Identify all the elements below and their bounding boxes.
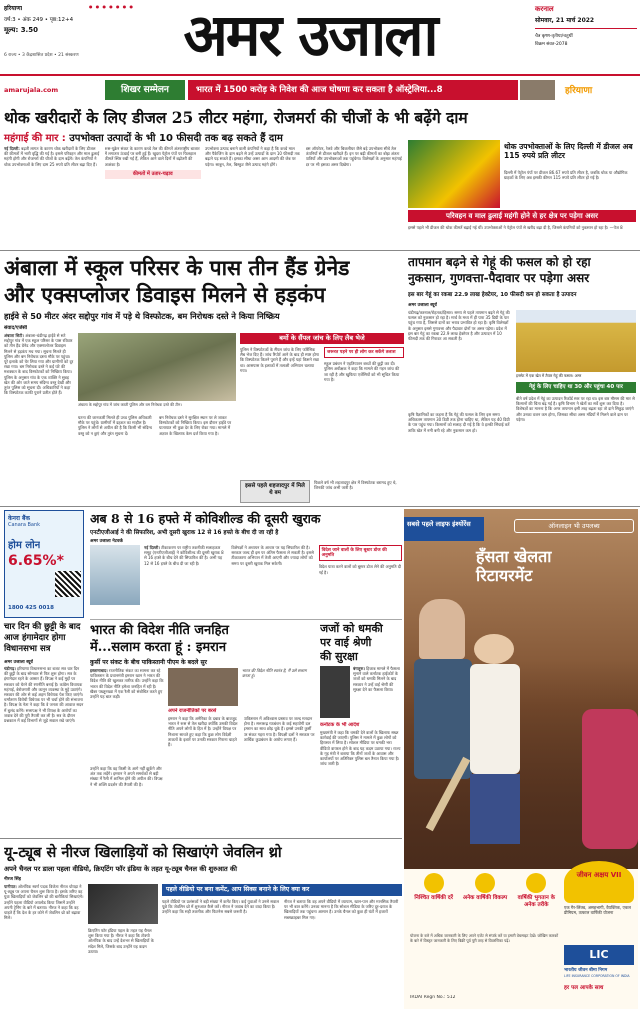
wheat-headline-1: तापमान बढ़ने से गेहूं की फसल को हो रहा <box>408 255 591 269</box>
fuel-label: महंगाई की मार : <box>4 133 66 144</box>
lead-quote-row: इससे पहले शहजादपुर में मिले थे बम पिछले वर्ष भी शहजादपुर क्षेत्र में विस्फोटक बरामद हुए थे, जिनकी जांच अभी जारी है। <box>240 480 404 503</box>
imran-dateline: इस्लामाबाद। <box>90 668 108 673</box>
wheat-body-2: कृषि वैज्ञानिकों का कहना है कि गेहूं की फसल के लिए इस समय अधिकतम तापमान 30 डिग्री तक होना चाहिए था, लेकिन यह 40 डिग्री के पार पहुंच गया। किसानों को सलाह दी गई है कि वे हल्की सिंचाई करें ताकि खेत में नमी बनी रहे और नुकसान कम हो। <box>408 412 510 433</box>
imran-subhead: कुर्सी पर संकट के बीच पाकिस्तानी पीएम के बदले सुर <box>90 659 207 666</box>
price: 3.50 <box>20 26 38 34</box>
javelin-box: पहले वीडियो पर बना कमेंट, आप सिक्स बनाने के लिए क्या कर <box>162 884 402 896</box>
divider-1 <box>0 250 640 251</box>
fuel-box: थोक उपभोक्ताओं के लिए दिल्ली में डीजल अब 115 रुपये प्रति लीटर दिल्ली में पेट्रोल पंपों पर डीजल 86.67 रुपये प्रति लीटर है, जबकि थोक या औद्योगिक ग्राहकों के लिए अब इसकी कीमत 115 रुपये प्रति लीटर हो गई है। परिवहन व माल ढुलाई महंगी होने से हर क्षेत्र पर पड़ेगा असर इससे पहले भी डीजल की थोक कीमतें बढ़ाई गई थीं। उपभोक्ताओं ने पेट्रोल पंपों से खरीद बढ़ा दी है, जिससे कंपनियों को नुकसान हो रहा है। —पेज 8 <box>408 140 636 246</box>
lic-tagline-1: हँसता खेलता <box>476 547 552 566</box>
threat-body-1: बंगलूरू। हिजाब मामले में फैसला सुनाने वाले कर्नाटक हाईकोर्ट के जजों को धमकी मिलने के बाद सरकार ने उन्हें वाई श्रेणी की सुरक्षा देने का फैसला किया। <box>353 666 400 692</box>
imran-body-3: उन्होंने कहा कि वह किसी के आगे नहीं झुकेंगे और अंत तक लड़ेंगे। इमरान ने अपने समर्थकों से बड़ी संख्या में रैली में शामिल होने की अपील की। विपक्ष ने भी शक्ति प्रदर्शन की तैयारी की है। <box>90 766 163 787</box>
wheat-caption: गेहूं के लिए चाहिए था 30 और पहुंचा 40 पार <box>516 382 636 393</box>
covishield-subhead: एनटीएजीआई ने की सिफारिश, अभी दूसरी खुराक 12 से 16 हफ्ते के बीच दी जा रही है <box>90 530 279 536</box>
lead-inset-box: जरूरत पड़ने पर ही लोग कर सकेंगे तलाश <box>324 347 404 358</box>
region-tag: हरियाणा <box>565 86 593 96</box>
javelin-dateline: पानीपत। <box>4 884 17 889</box>
lead-dateline: अंबाला सिटी। <box>4 333 24 338</box>
covishield-box: विदेश जाने वालों के लिए बूस्टर डोज की अनुमति <box>319 545 402 561</box>
imran-headline[interactable] <box>90 622 315 656</box>
bank-product: होम लोन <box>8 540 41 551</box>
panchang: चैत्र कृष्ण-तृतीया/चतुर्थी <box>535 34 573 39</box>
date: सोमवार, 21 मार्च 2022 <box>535 17 595 24</box>
fuel-box-title: थोक उपभोक्ताओं के लिए दिल्ली में डीजल अब 115 रुपये प्रति लीटर <box>504 142 633 160</box>
fuel-inset: कीमतों में उतार-चढ़ाव <box>105 170 202 179</box>
lead-headline[interactable] <box>4 254 404 308</box>
assembly-bureau: अमर उजाला ब्यूरो <box>4 660 34 665</box>
wheat-body-1: चंडीगढ़/करनाल/रोहतक/हिसार। समय से पहले तापमान बढ़ने से गेहूं की फसल को नुकसान हो रहा है। मार्च के मध्य में ही पारा 35 डिग्री के पार पहुंच गया है, जिससे दानों का भराव प्रभावित हो रहा है। कृषि विशेषज्ञों के अनुसार इससे गुणवत्ता और पैदावार दोनों पर असर पड़ेगा। प्रदेश में इस बार गेहूं का रकबा 22.9 लाख हेक्टेयर है और उत्पादन में 10 फीसदी तक की गिरावट आ सकती है। <box>408 310 510 342</box>
fuel-headline[interactable]: थोक खरीदारों के लिए डीजल 25 लीटर महंगा, रोजमर्रा की चीजों के भी बढ़ेंगे दाम <box>4 108 468 127</box>
imran-headline-2: में...सलाम करता हूं : इमरान <box>90 640 227 655</box>
city: करनाल <box>535 5 554 13</box>
issue-meta: वर्ष:3 • अंक 249 • पृष्ठ:12+4 <box>4 17 74 23</box>
threat-photo-caption: कर्नाटक के भी आदेश <box>320 722 360 728</box>
threat-body-2: मुख्यमंत्री ने कहा कि धमकी देने वालों के खिलाफ सख्त कार्रवाई की जाएगी। पुलिस ने मामले में कुछ लोगों को हिरासत में लिया है। सोशल मीडिया पर धमकी भरा वीडियो वायरल होने के बाद यह कदम उठाया गया। राज्य के गृह मंत्री ने बताया कि तीनों जजों के आवास और कार्यालयों पर अतिरिक्त पुलिस बल तैनात किया गया है। जांच जारी है। <box>320 730 401 767</box>
lic-brand: LIC <box>564 945 634 965</box>
threat-headline[interactable] <box>320 622 402 664</box>
edition-state: हरियाणा <box>4 5 23 12</box>
imran-photo <box>168 668 238 706</box>
assembly-headline[interactable]: चार दिन की छुट्टी के बाद आज हंगामेदार होगा विधानसभा सत्र <box>4 622 81 654</box>
wheat-bureau: अमर उजाला ब्यूरो <box>408 303 438 308</box>
lic-plan-badge <box>564 861 634 903</box>
lic-feature-1: निश्चित वार्षिकी दरें <box>410 873 457 931</box>
fuel-nozzle-image <box>408 140 500 208</box>
lead-subhead: हाईवे से 50 मीटर अंदर सद्दोपुर गांव में पड़े थे विस्फोटक, बम निरोधक दस्ते ने किया निष्क्रिय <box>4 311 280 321</box>
bank-rate-value: 6.65 <box>8 553 43 569</box>
price-label: मूल्य: <box>4 26 19 34</box>
samvat: विक्रम संवत-2078 <box>535 42 568 47</box>
wheat-photo-label: इनसेट में एक खेत में तैयार गेहूं की फसल। अमर <box>516 373 582 378</box>
lic-plan: जीवन अक्षय VII <box>576 871 622 879</box>
website[interactable]: amarujala.com <box>4 86 59 94</box>
price-note: 6 राज्य • 3 केंद्रशासित प्रदेश • 21 संस्करण <box>4 53 79 58</box>
covishield-bureau: अमर उजाला नेटवर्क <box>90 539 124 544</box>
fuel-dateline: नई दिल्ली: <box>4 146 20 151</box>
lead-headline-2: और एक्सप्लोजर डिवाइस मिलने से हड़कंप <box>4 282 326 307</box>
wheat-subhead: इस बार गेहूं का रकबा 22.9 लाख हेक्टेयर, 10 फीसदी कम हो सकता है उत्पादन <box>408 292 577 298</box>
wheat-headline[interactable] <box>408 254 636 286</box>
javelin-body-2: क्रिएटिंग फॉर इंडिया पहल के तहत यह चैनल शुरू किया गया है। नीरज ने कहा कि टोक्यो ओलंपिक के बाद उन्हें देशभर से खिलाड़ियों के संदेश मिले, जिसके बाद उन्होंने यह कदम उठाया। <box>88 928 154 954</box>
lic-tagline-2: रिटायरमेंट <box>476 566 533 585</box>
fuel-subhead-row <box>4 130 404 144</box>
javelin-body-3: पहले वीडियो पर प्रशंसकों ने बड़ी संख्या में कमेंट किए। कई युवाओं ने उनसे सवाल पूछे कि जेवलिन थ्रो में शुरुआत कैसे करें। नीरज ने जवाब देने का वादा किया है। उन्होंने कहा कि सही तकनीक और फिटनेस सबसे जरूरी है। नीरज ने बताया कि वह अपने वीडियो में व्यायाम, खान-पान और मानसिक तैयारी पर भी बात करेंगे। उनका मानना है कि सोशल मीडिया के जरिए दूर-दराज के खिलाड़ियों तक पहुंचना आसान है। उनके चैनल को कुछ ही घंटों में हजारों सब्सक्राइबर मिल गए। <box>162 899 399 920</box>
lic-top-badge: सबसे पहले लाइफ इंश्योरेंस <box>404 517 484 541</box>
lic-plan-desc: एक गैर-लिंक्ड, असहभागी, वैयक्तिक, एकल प्रीमियम, तत्काल वार्षिकी योजना <box>564 905 631 916</box>
covishield-dateline: नई दिल्ली। <box>144 545 160 550</box>
lead-headline-1: अंबाला में स्कूल परिसर के पास तीन हैंड ग्रेनेड <box>4 255 350 280</box>
javelin-subhead: अपने चैनल पर डाला पहला वीडियो, क्रिएटिंग फॉर इंडिया के तहत यू-ट्यूब चैनल की शुरुआत की <box>4 865 237 873</box>
threat-dateline: बंगलूरू। <box>353 666 365 671</box>
threat-headline-2: पर वाई श्रेणी <box>320 636 372 649</box>
ticker-text[interactable]: भारत में 1500 करोड़ के निवेश की आज घोषणा कर सकता है ऑस्ट्रेलिया...8 <box>188 80 518 100</box>
covishield-vaccine-image <box>90 545 140 605</box>
bank-brand-en: Canara Bank <box>8 522 41 528</box>
lic-brand-en: LIFE INSURANCE CORPORATION OF INDIA <box>564 974 630 978</box>
lic-feature-3: वार्षिकी भुगतान के अनेक तरीके <box>513 873 560 931</box>
javelin-body-1: पानीपत। ओलंपिक स्वर्ण पदक विजेता नीरज चोपड़ा ने यू-ट्यूब पर अपना चैनल शुरू किया है। इसके जरिए वह युवा खिलाड़ियों को जेवलिन थ्रो की बारीकियां सिखाएंगे। उन्होंने पहला वीडियो अपलोड किया जिसमें उन्होंने अपनी ट्रेनिंग के बारे में बताया। नीरज ने कहा कि वह चाहते हैं कि देश के हर कोने में जेवलिन थ्रो को बढ़ावा मिले। <box>4 884 84 921</box>
stars: ● ● ● ● ● ● ● <box>88 4 134 9</box>
assembly-body: चंडीगढ़। हरियाणा विधानसभा का बजट सत्र चार दिन की छुट्टी के बाद सोमवार से फिर शुरू होगा। सत्र के हंगामेदार रहने के आसार हैं। विपक्ष ने कई मुद्दों पर सरकार को घेरने की रणनीति बनाई है। कांग्रेस विधायक महंगाई, बेरोजगारी और कानून व्यवस्था के मुद्दे उठाएंगे। सरकार की ओर से कई अहम विधेयक पेश किए जाएंगे। धर्मांतरण विरोधी विधेयक पर भी चर्चा होने की संभावना है। विपक्ष के नेता ने कहा कि वे जनता की आवाज सदन में बुलंद करेंगे। सत्तापक्ष ने भी विपक्ष के आरोपों का जवाब देने की पूरी तैयारी कर ली है। सत्र के दौरान प्रश्नकाल में कई विभागों से जुड़े सवाल रखे जाएंगे। <box>4 666 84 724</box>
lic-features <box>410 873 560 931</box>
threat-photo <box>320 666 350 718</box>
divider-3 <box>90 619 402 620</box>
javelin-headline[interactable]: यू-ट्यूब से नीरज खिलाड़ियों को सिखाएंगे जेवलिन थ्रो <box>4 844 282 861</box>
wheat-headline-2: नुकसान, गुणवत्ता-पैदावार पर पड़ेगा असर <box>408 271 590 285</box>
lead-body-col2: घटना की जानकारी मिलते ही उच्च पुलिस अधिकारी मौके पर पहुंचे। ग्रामीणों में दहशत का माहौल है। पुलिस ने लोगों से अपील की है कि किसी भी संदिग्ध वस्तु को न छुएं और तुरंत सूचना दें। बम निरोधक दस्ते ने सुरक्षित स्थान पर ले जाकर विस्फोटकों को निष्क्रिय किया। इस दौरान हाईवे पर यातायात भी कुछ देर के लिए रोका गया। मामले में अज्ञात के खिलाफ केस दर्ज किया गया है। <box>78 415 232 436</box>
masthead-right <box>535 5 637 70</box>
threat-headline-1: जजों को धमकी <box>320 622 383 635</box>
bank-rate: 6.65%* <box>8 553 64 569</box>
imran-body-1: इस्लामाबाद। राजनीतिक संकट का सामना कर रहे पाकिस्तान के प्रधानमंत्री इमरान खान ने भारत की विदेश नीति की खुलकर तारीफ की। उन्होंने कहा कि भारत की विदेश नीति हमेशा जनहित में रही है। खैबर पख्तूनख्वा में एक रैली को संबोधित करते हुए उन्होंने यह बात कही। <box>90 668 164 700</box>
imran-body-2: इमरान ने कहा कि अमेरिका के दबाव के बावजूद भारत ने रूस से तेल खरीदा क्योंकि उसकी विदेश नीति अपने लोगों के हित में है। उन्होंने विपक्ष पर निशाना साधते हुए कहा कि कुछ लोग विदेशी ताकतों के इशारे पर उनकी सरकार गिराना चाहते हैं। पाकिस्तान में अविश्वास प्रस्ताव पर जल्द मतदान होना है। सत्तारूढ़ गठबंधन के कई सहयोगी दल इमरान का साथ छोड़ चुके हैं। इससे उनकी कुर्सी पर संकट गहरा गया है। विपक्षी दलों ने सरकार पर आर्थिक कुप्रबंधन के आरोप लगाए हैं। <box>168 716 315 748</box>
imran-photo-caption: अपने राजनीतिकों पर बरसे <box>168 708 217 714</box>
boy-body <box>470 664 520 774</box>
imran-headline-1: भारत की विदेश नीति जनहित <box>90 623 229 638</box>
assembly-dateline: चंडीगढ़। <box>4 666 16 671</box>
lead-photo: अंबाला के सद्दोपुर गांव में जांच करती पुलिस और बम निरोधक दस्ते की टीम। <box>78 333 236 413</box>
annuity-payment-icon <box>526 873 546 893</box>
fuel-box-caption: परिवहन व माल ढुलाई महंगी होने से हर क्षेत्र पर पड़ेगा असर <box>408 210 636 222</box>
bank-helpline[interactable]: 1800 425 0018 <box>8 605 54 611</box>
javelin-bureau: नीरज सिंह <box>4 877 22 882</box>
lic-brand-hi: भारतीय जीवन बीमा निगम <box>564 968 608 973</box>
lic-ad[interactable]: सबसे पहले लाइफ इंश्योरेंस ऑनलाइन भी उपलब्ध हँसता खेलता रिटायरमेंट निश्चित वार्षिकी दरें अनेक वार्षिकी विकल्प वार्षिकी भुगतान के अनेक तरीके जीवन अक्षय VII एक गैर-लिंक्ड, असहभागी, वैयक्तिक, एकल प्रीमियम, तत्काल वार्षिकी योजना योजना के बारे में अधिक जानकारी के लिए अपने एजेंट से संपर्क करें या हमारी वेबसाइट देखें। जोखिम कारकों के बारे में विस्तृत जानकारी के लिए बिक्री पूर्व पूरी तरह से विवरणिका पढ़ें। LIC भारतीय जीवन बीमा निगम LIFE INSURANCE CORPORATION OF INDIA हर पल आपके साथ IRDAI Regn No.: 512 <box>404 509 638 1009</box>
annuity-options-icon <box>475 873 495 893</box>
boy-jeans <box>470 774 520 844</box>
covishield-headline[interactable]: अब 8 से 16 हफ्ते में कोविशील्ड की दूसरी खुराक <box>90 511 321 526</box>
lic-online[interactable]: ऑनलाइन भी उपलब्ध <box>514 519 634 533</box>
lead-photo-caption: बमों के सैंपल जांच के लिए लैब भेजे <box>240 333 404 344</box>
qr-code <box>55 571 81 597</box>
ticker-bar <box>0 80 640 100</box>
annuity-rate-icon <box>424 873 444 893</box>
imran-quote: भारत की विदेश नीति स्वतंत्र है, मैं उसे सलाम करता हूं। <box>242 668 307 679</box>
lic-feature-2: अनेक वार्षिकी विकल्प <box>461 873 508 931</box>
lead-body-col1: अंबाला सिटी। अंबाला-चंडीगढ़ हाईवे से सटे सद्दोपुर गांव में एक स्कूल परिसर के पास रविवार को तीन हैंड ग्रेनेड और एक्सप्लोजर डिवाइस मिलने से हड़कंप मच गया। सूचना मिलते ही पुलिस और बम निरोधक दस्ता मौके पर पहुंचा। पूरे इलाके को घेर लिया गया और ग्रामीणों को दूर रखा गया। बम निरोधक दस्ते ने कई घंटे की मशक्कत के बाद विस्फोटकों को निष्क्रिय किया। पुलिस के अनुसार गांव के एक व्यक्ति ने सुबह खेत की ओर जाते समय संदिग्ध वस्तु देखी और तुरंत पुलिस को सूचना दी। अधिकारियों ने कहा कि विस्फोटक काफी पुराने प्रतीत होते हैं। <box>4 333 74 396</box>
bank-ad[interactable] <box>4 510 84 618</box>
lead-quote-box: इससे पहले शहजादपुर में मिले थे बम <box>240 480 310 503</box>
fuel-body: नई दिल्ली: बढ़ती लागत के कारण थोक खरीदारों के लिए डीजल की कीमतों में भारी वृद्धि की गई है। इससे परिवहन और माल ढुलाई महंगी होगी और रोजमर्रा की चीजों के दाम बढ़ेंगे। तेल कंपनियों ने थोक उपभोक्ताओं के लिए दाम 25 रुपये प्रति लीटर बढ़ा दिए हैं। रूस-यूक्रेन संकट के कारण कच्चे तेल की कीमतें अंतरराष्ट्रीय बाजार में लगातार ऊंचाई पर बनी हुई हैं। खुदरा पेट्रोल पंपों पर फिलहाल कीमतें स्थिर रखी गई हैं, लेकिन आने वाले दिनों में बढ़ोतरी की आशंका है। कीमतों में उतार-चढ़ाव उपभोक्ता उत्पाद बनाने वाली कंपनियों ने कहा है कि कच्चे माल और पैकेजिंग के दाम बढ़ने से उन्हें उत्पादों के दाम 10 फीसदी तक बढ़ाने पड़ सकते हैं। इसका सीधा असर आम आदमी की जेब पर पड़ेगा। साबुन, तेल, बिस्कुट जैसे उत्पाद महंगे होंगे। बस ऑपरेटर, रेलवे और बिजलीघर जैसे बड़े उपभोक्ता सीधे तेल कंपनियों से डीजल खरीदते हैं। इन पर बढ़ी कीमतों का बोझ अंततः यात्रियों और उपभोक्ताओं तक पहुंचेगा। विशेषज्ञों के अनुसार महंगाई दर पर भी इसका असर दिखेगा। <box>4 146 402 246</box>
divider-4 <box>0 838 402 839</box>
fuel-subhead: उपभोक्ता उत्पादों के भी 10 फीसदी तक बढ़ सकते हैं दाम <box>69 133 283 144</box>
lead-bureau: संवाद/एजेंसी <box>4 325 28 331</box>
wheat-photo <box>516 310 636 380</box>
lic-irdai: IRDAI Regn No.: 512 <box>410 995 456 1000</box>
javelin-photo <box>88 884 158 924</box>
girl-figure <box>582 709 638 849</box>
lead-body-col3: पुलिस ने विस्फोटकों के सैंपल जांच के लिए फॉरेंसिक लैब भेज दिए हैं। जांच रिपोर्ट आने के बाद ही स्पष्ट होगा कि विस्फोटक कितने पुराने हैं और इन्हें यहां किसने रखा था। आसपास के इलाकों में तलाशी अभियान चलाया गया। जरूरत पड़ने पर ही लोग कर सकेंगे तलाश स्कूल प्रबंधन ने एहतियातन बच्चों की छुट्टी कर दी। पुलिस अधीक्षक ने कहा कि मामले की गहन जांच की जा रही है और खुफिया एजेंसियों को भी सूचित किया गया है। <box>240 347 404 477</box>
ticker-photo <box>520 80 555 100</box>
bank-brand: केनरा बैंक <box>8 515 31 522</box>
covishield-body: नई दिल्ली। टीकाकरण पर राष्ट्रीय तकनीकी सलाहकार समूह (एनटीएजीआई) ने कोविशील्ड की दूसरी खुराक 8 से 16 हफ्ते के बीच देने की सिफारिश की है। अभी यह 12 से 16 हफ्ते के बीच दी जा रही है। विशेषज्ञों ने अध्ययन के आधार पर यह सिफारिश की है। सरकार जल्द ही इस पर अंतिम फैसला ले सकती है। इससे टीकाकरण अभियान में तेजी आएगी और ज्यादा लोगों को समय पर दूसरी खुराक मिल सकेगी। विदेश जाने वालों के लिए बूस्टर डोज की अनुमति विदेश यात्रा करने वालों को बूस्टर डोज लेने की अनुमति दी गई है। <box>144 545 401 575</box>
newspaper-title: अमर उजाला <box>183 1 437 69</box>
boy-head <box>474 634 514 664</box>
masthead-title <box>140 0 480 70</box>
masthead-rule <box>0 74 640 76</box>
lic-slogan: हर पल आपके साथ <box>564 985 604 991</box>
divider-2 <box>0 506 640 507</box>
summit-tag[interactable]: शिखर सम्मेलन <box>105 80 185 100</box>
grandfather-figure <box>419 599 465 659</box>
wheat-body-3: बीते वर्ष प्रदेश में गेहूं का उत्पादन रिकॉर्ड स्तर पर रहा था। इस बार मौसम की मार से किसानों की चिंता बढ़ गई है। कृषि विभाग ने खेतों का सर्वे शुरू कर दिया है। विशेषज्ञों का मानना है कि अगर तापमान इसी तरह बढ़ता रहा तो दाने सिकुड़ जाएंगे और उनका वजन कम होगा, जिसका सीधा असर मंडियों में मिलने वाले दाम पर पड़ेगा। <box>516 396 635 422</box>
threat-headline-3: की सुरक्षा <box>320 650 358 663</box>
lic-tagline <box>476 547 636 585</box>
masthead-left <box>4 4 134 82</box>
